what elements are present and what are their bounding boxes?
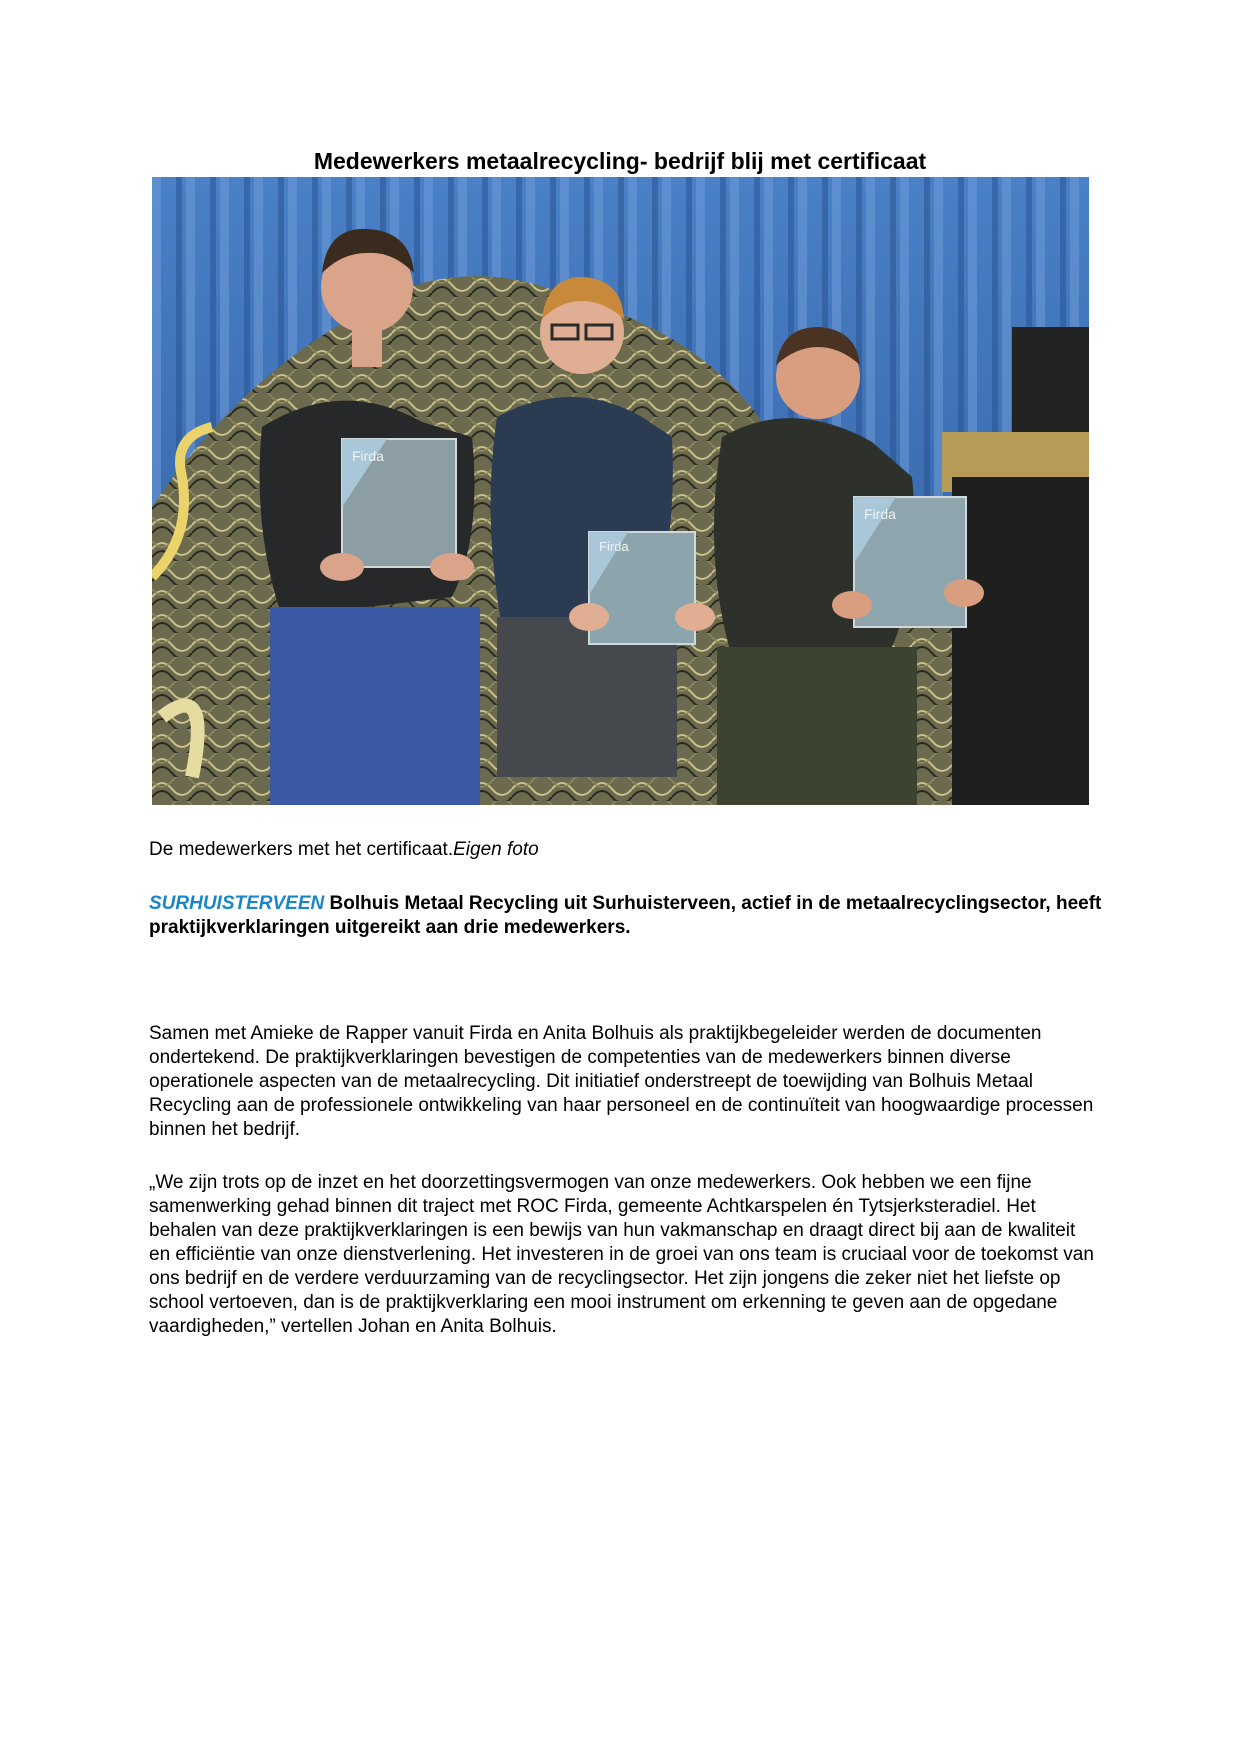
article-photo bbox=[152, 177, 1089, 805]
article-lead bbox=[149, 892, 1109, 940]
body-paragraph-1: Samen met Amieke de Rapper vanuit Firda en Anita Bolhuis als praktijkbegeleider werden de documenten ondertekend. De praktijkverklaringen bevestigen de competenties van de medewerkers binnen diverse operationele aspecten van de metaalrecycling. Dit initiatief onderstreept de toewijding van Bolhuis Metaal Recycling aan de professionele ontwikkeling van haar personeel en de continuïteit van hoogwaardige processen binnen het bedrijf. bbox=[149, 1023, 1094, 1140]
dateline: SURHUISTERVEEN bbox=[149, 893, 325, 914]
caption-credit: Eigen foto bbox=[453, 839, 539, 860]
body-paragraph-2: „We zijn trots op de inzet en het doorzettingsvermogen van onze medewerkers. Ook hebben we een fijne samenwerking gehad binnen dit traject met ROC Firda, gemeente Achtkarspelen én Tytsjerksteradiel. Het behalen van deze praktijkverklaringen is een bewijs van hun vakmanschap en draagt direct bij aan de kwaliteit en efficiëntie van onze dienstverlening. Het investeren in de groei van ons team is cruciaal voor de toekomst van ons bedrijf en de verdere verduurzaming van de recyclingsector. Het zijn jongens die zeker niet het liefste op school vertoeven, dan is de praktijkverklaring een mooi instrument om erkenning te geven aan de opgedane vaardigheden,” vertellen Johan en Anita Bolhuis. bbox=[149, 1172, 1094, 1337]
cover-text-middle: Firda bbox=[599, 539, 629, 554]
cover-text-left: Firda bbox=[352, 448, 384, 464]
lead-text: Bolhuis Metaal Recycling uit Surhuisterveen, actief in de metaalrecyclingsector, heeft praktijkverklaringen uitgereikt aan drie medewerkers. bbox=[149, 893, 1102, 938]
cover-text-right: Firda bbox=[864, 506, 896, 522]
photo-caption bbox=[149, 838, 539, 862]
caption-text: De medewerkers met het certificaat. bbox=[149, 839, 454, 860]
article-headline: Medewerkers metaalrecycling- bedrijf blij met certificaat bbox=[313, 148, 927, 174]
